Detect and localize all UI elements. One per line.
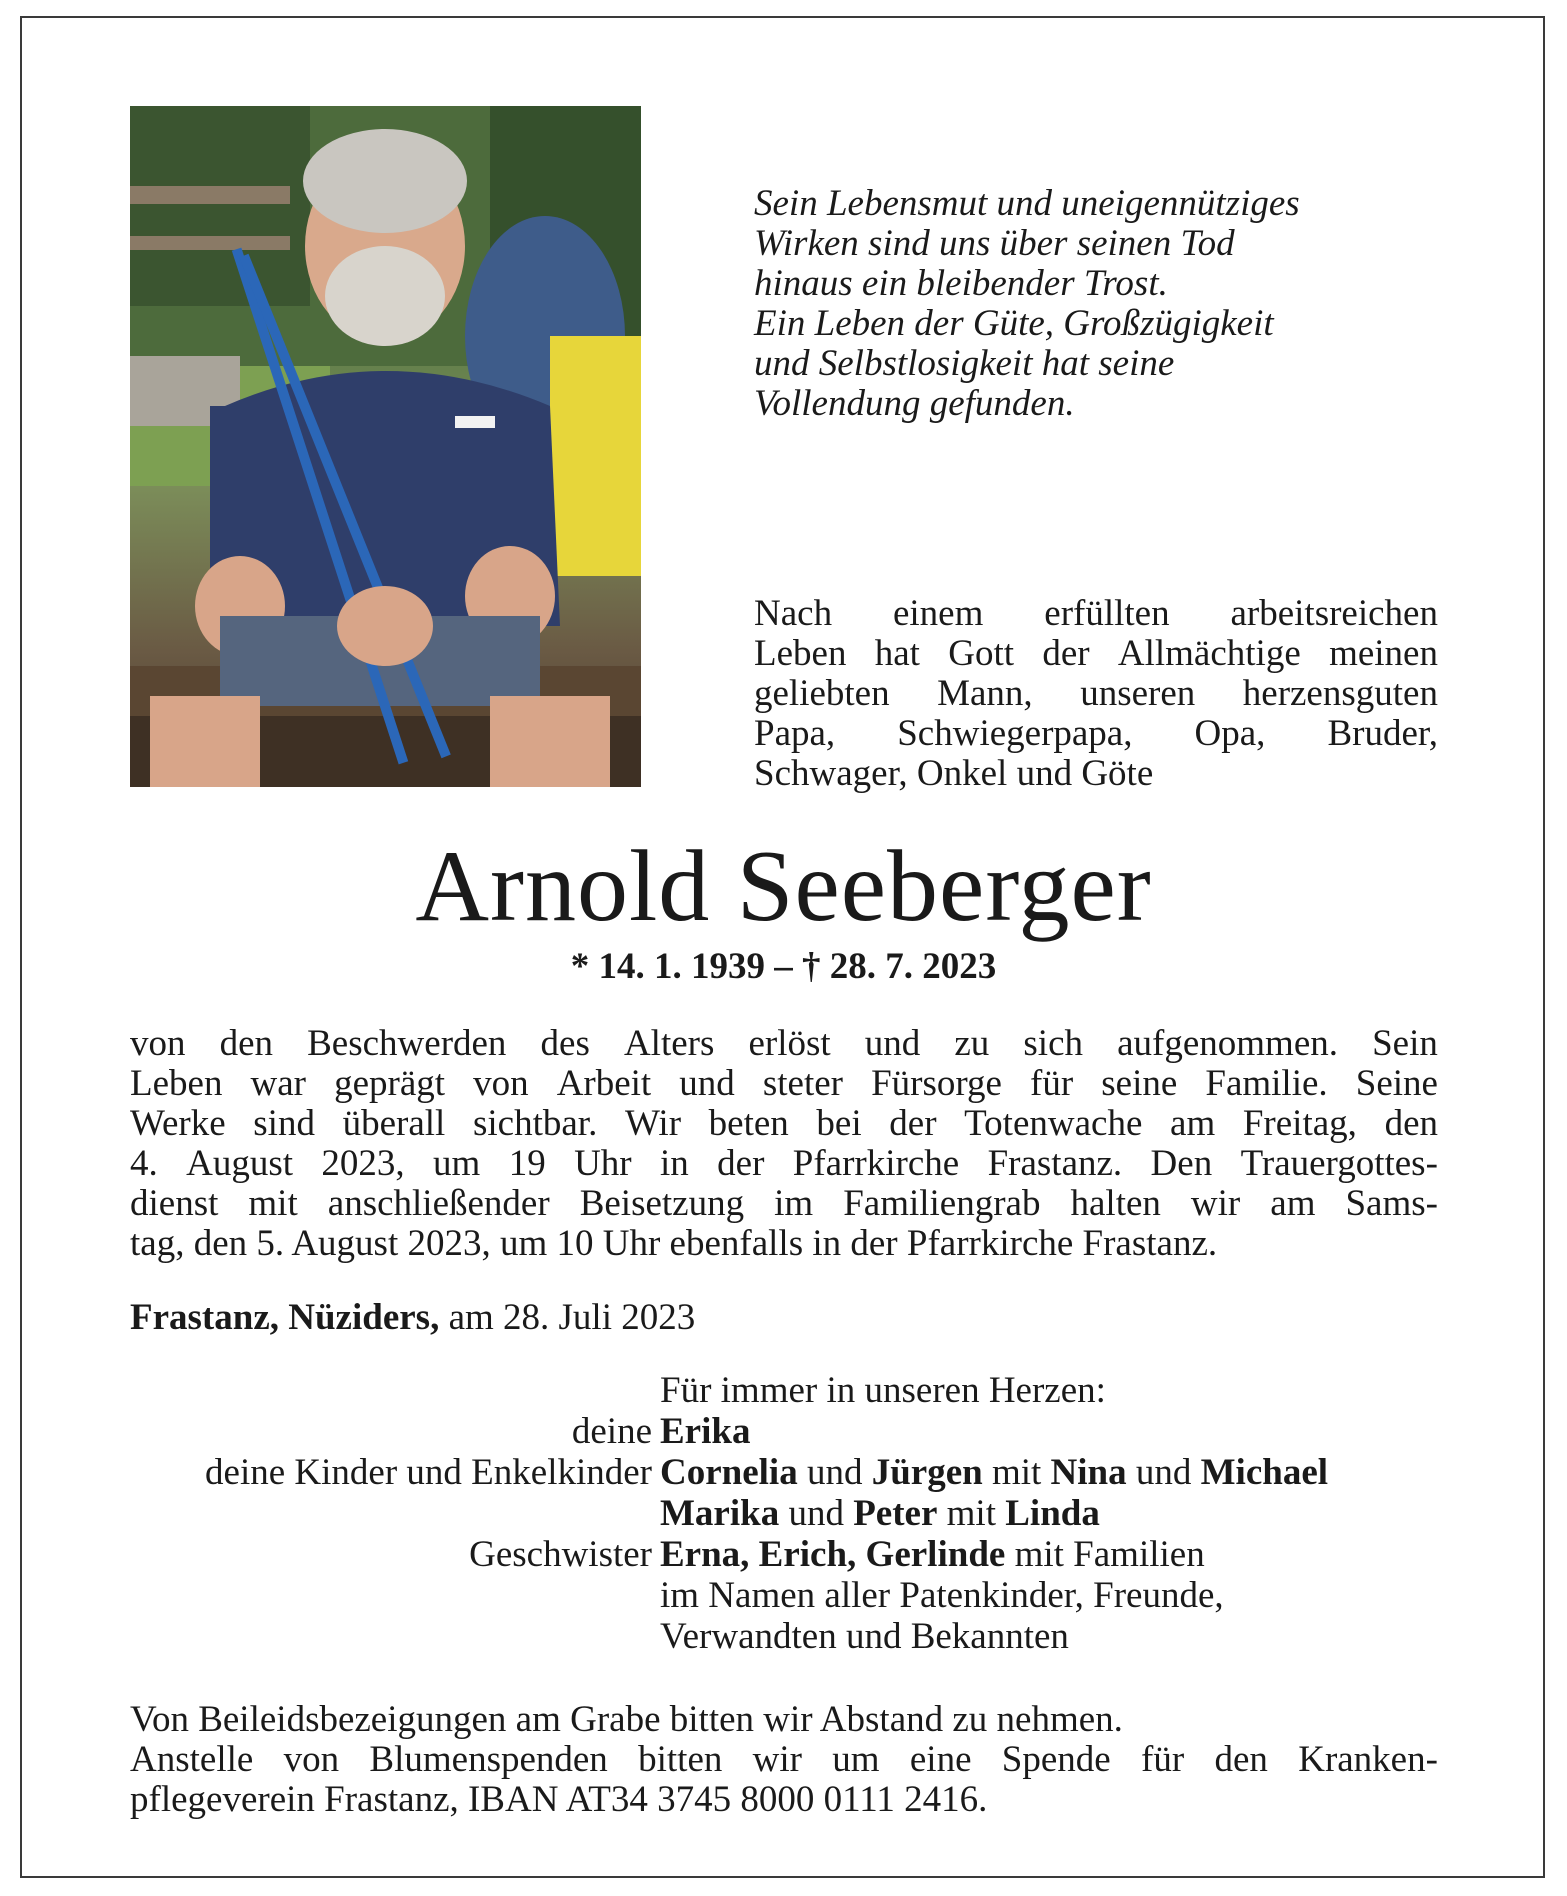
word: Nach: [754, 593, 833, 634]
intro-line: [754, 594, 1438, 634]
mourner-names: [660, 1575, 1450, 1616]
word: mit: [248, 1183, 298, 1224]
body-line: [130, 1104, 1438, 1144]
place-names: Frastanz, Nüziders,: [130, 1297, 440, 1338]
mourner-rows: [130, 1411, 1450, 1657]
word: unseren: [1080, 673, 1196, 714]
portrait-illustration: [130, 106, 641, 787]
word: Frastanz.: [987, 1143, 1123, 1184]
quote-line: hinaus ein bleibender Trost.: [754, 263, 1168, 304]
intro-last-line: Schwager, Onkel und Göte: [754, 753, 1154, 794]
word: anschließender: [327, 1183, 550, 1224]
mourner-text: und: [797, 1452, 872, 1493]
word: Uhr: [574, 1143, 632, 1184]
word: Beschwerden: [307, 1023, 507, 1064]
body-line: [130, 1184, 1438, 1224]
word: Fürsorge: [871, 1063, 1002, 1104]
word: Kranken-: [1298, 1739, 1438, 1780]
word: zu: [954, 1023, 990, 1064]
mourners-heading-row: [130, 1370, 1450, 1411]
word: am: [1170, 1103, 1216, 1144]
word: Arbeit: [556, 1063, 652, 1104]
word: Opa,: [1194, 713, 1266, 754]
word: geliebten: [754, 673, 890, 714]
word: den: [1214, 1739, 1268, 1780]
word: der: [717, 1143, 765, 1184]
mourner-row: [130, 1411, 1450, 1452]
mourner-label: [130, 1370, 660, 1411]
word: Spende: [1001, 1739, 1111, 1780]
mourner-label: [130, 1493, 660, 1534]
word: Familiengrab: [843, 1183, 1041, 1224]
word: Leben: [130, 1063, 223, 1104]
word: Trauergottes-: [1240, 1143, 1438, 1184]
word: Sein: [1372, 1023, 1438, 1064]
word: für: [1141, 1739, 1185, 1780]
word: 2023,: [321, 1143, 405, 1184]
quote-line: Wirken sind uns über seinen Tod: [754, 223, 1235, 264]
word: Papa,: [754, 713, 836, 754]
quote-line: Ein Leben der Güte, Großzügigkeit: [754, 303, 1274, 344]
word: der: [1042, 633, 1090, 674]
word: bitten: [638, 1739, 723, 1780]
word: beten: [708, 1103, 789, 1144]
word: Beisetzung: [579, 1183, 745, 1224]
word: im: [774, 1183, 814, 1224]
word: Anstelle: [130, 1739, 254, 1780]
word: um: [433, 1143, 481, 1184]
deceased-name: Arnold Seeberger: [415, 830, 1152, 943]
intro-line: [754, 714, 1438, 754]
word: Bruder,: [1327, 713, 1438, 754]
mourner-label: deine Kinder und Enkelkinder: [205, 1452, 652, 1493]
word: August: [186, 1143, 294, 1184]
word: Pfarrkirche: [792, 1143, 960, 1184]
mourners-heading: Für immer in unseren Herzen:: [660, 1370, 1106, 1411]
word: Totenwache: [964, 1103, 1143, 1144]
word: Schwiegerpapa,: [897, 713, 1133, 754]
word: Werke: [130, 1103, 226, 1144]
word: Den: [1150, 1143, 1213, 1184]
word: von: [473, 1063, 529, 1104]
word: Gott: [948, 633, 1015, 674]
mourner-text: und: [779, 1493, 854, 1534]
word: einem: [892, 593, 984, 634]
footer-note: [130, 1700, 1438, 1820]
word: erfüllten: [1044, 593, 1170, 634]
portrait-photo: [130, 106, 641, 787]
mourner-text: im Namen aller Patenkinder, Freunde,: [660, 1575, 1224, 1616]
word: in: [659, 1143, 689, 1184]
mourner-text: mit: [982, 1452, 1051, 1493]
body-last-line: tag, den 5. August 2023, um 10 Uhr ebenfalls in der Pfarrkirche Frastanz.: [130, 1223, 1218, 1264]
mourner-name: Erna, Erich, Gerlinde: [660, 1534, 1006, 1575]
mourner-name: Cornelia: [660, 1452, 798, 1493]
word: halten: [1070, 1183, 1161, 1224]
mourner-text: und: [1126, 1452, 1201, 1493]
notice-date: am 28. Juli 2023: [439, 1297, 696, 1338]
word: der: [889, 1103, 937, 1144]
word: Wir: [624, 1103, 682, 1144]
mourner-text: mit Familien: [1005, 1534, 1205, 1575]
mourner-row: [130, 1616, 1450, 1657]
mourner-label: deine: [571, 1411, 652, 1452]
mourner-names: [660, 1534, 1450, 1575]
word: wir: [1190, 1183, 1241, 1224]
word: herzensguten: [1242, 673, 1438, 714]
mourner-label: [130, 1575, 660, 1616]
word: war: [250, 1063, 306, 1104]
word: des: [540, 1023, 590, 1064]
word: überall: [342, 1103, 446, 1144]
footer-line: [130, 1740, 1438, 1780]
word: Familie.: [1205, 1063, 1328, 1104]
word: Alters: [623, 1023, 715, 1064]
word: den: [1384, 1103, 1438, 1144]
mourner-name: Michael: [1200, 1452, 1329, 1493]
life-dates: * 14. 1. 1939 – † 28. 7. 2023: [570, 946, 997, 987]
word: von: [130, 1023, 186, 1064]
word: steter: [762, 1063, 843, 1104]
footer-line: pflegeverein Frastanz, IBAN AT34 3745 8000 0111 2416.: [130, 1779, 988, 1820]
word: Leben: [754, 633, 847, 674]
mourner-name: Linda: [1005, 1493, 1100, 1534]
mourner-name: Nina: [1050, 1452, 1127, 1493]
mourner-label: Geschwister: [469, 1534, 652, 1575]
mourner-names: [660, 1493, 1450, 1534]
intro-line: [754, 674, 1438, 714]
memorial-quote: [754, 184, 1454, 424]
mourner-names: [660, 1452, 1450, 1493]
mourner-names: [660, 1616, 1450, 1657]
word: Sams-: [1345, 1183, 1438, 1224]
mourner-name: Marika: [660, 1493, 780, 1534]
mourner-row: [130, 1534, 1450, 1575]
word: arbeitsreichen: [1230, 593, 1438, 634]
word: für: [1030, 1063, 1074, 1104]
mourner-text: mit: [937, 1493, 1006, 1534]
word: meinen: [1329, 633, 1438, 674]
word: sich: [1023, 1023, 1084, 1064]
mourner-names: [660, 1411, 1450, 1452]
mourner-text: Verwandten und Bekannten: [660, 1616, 1069, 1657]
word: dienst: [130, 1183, 219, 1224]
word: sichtbar.: [472, 1103, 598, 1144]
word: Seine: [1355, 1063, 1438, 1104]
word: Allmächtige: [1117, 633, 1301, 674]
word: am: [1270, 1183, 1316, 1224]
word: hat: [874, 633, 920, 674]
word: 19: [508, 1143, 546, 1184]
word: Freitag,: [1242, 1103, 1357, 1144]
mourner-row: [130, 1452, 1450, 1493]
mourners-list: [130, 1370, 1450, 1657]
intro-line: [754, 634, 1438, 674]
intro-paragraph: [754, 594, 1438, 794]
quote-line: Sein Lebensmut und uneigennütziges: [754, 183, 1300, 224]
word: von: [283, 1739, 340, 1780]
word: und: [679, 1063, 735, 1104]
mourner-row: [130, 1493, 1450, 1534]
mourner-name: Erika: [660, 1411, 751, 1452]
word: wir: [752, 1739, 802, 1780]
mourner-label: [130, 1616, 660, 1657]
word: sind: [253, 1103, 315, 1144]
word: aufgenommen.: [1117, 1023, 1339, 1064]
word: seine: [1101, 1063, 1178, 1104]
quote-line: und Selbstlosigkeit hat seine: [754, 343, 1175, 384]
body-line: [130, 1064, 1438, 1104]
word: 4.: [130, 1143, 158, 1184]
word: und: [864, 1023, 921, 1064]
body-line: [130, 1144, 1438, 1184]
word: Mann,: [937, 673, 1033, 714]
word: bei: [816, 1103, 862, 1144]
word: erlöst: [748, 1023, 831, 1064]
body-paragraph: [130, 1024, 1438, 1264]
quote-line: Vollendung gefunden.: [754, 383, 1075, 424]
footer-line: Von Beileidsbezeigungen am Grabe bitten wir Abstand zu nehmen.: [130, 1699, 1123, 1740]
word: geprägt: [334, 1063, 446, 1104]
place-and-date: [130, 1298, 695, 1338]
mourner-name: Peter: [853, 1493, 938, 1534]
word: eine: [909, 1739, 972, 1780]
mourner-row: [130, 1575, 1450, 1616]
word: den: [219, 1023, 274, 1064]
word: Blumenspenden: [369, 1739, 608, 1780]
body-line: [130, 1024, 1438, 1064]
word: um: [832, 1739, 880, 1780]
mourner-name: Jürgen: [871, 1452, 983, 1493]
